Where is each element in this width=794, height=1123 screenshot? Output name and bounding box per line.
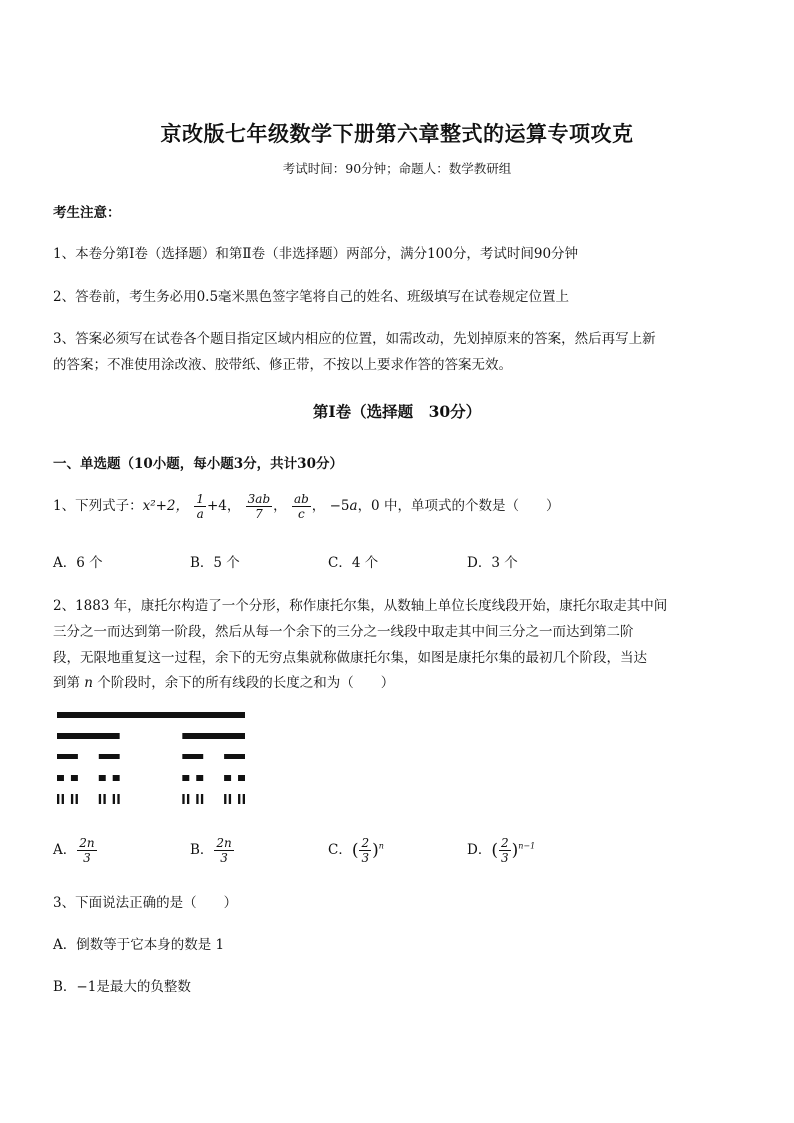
q2-option-a[interactable]: A． $\frac{2n}{3}$	[53, 836, 95, 865]
cantor-segment	[182, 754, 203, 759]
cantor-segment	[57, 754, 78, 759]
q1-fraction-2: $\frac{3ab}{7}$	[247, 492, 271, 521]
question-3-stem: 3、下面说法正确的是（ ）	[53, 895, 238, 911]
cantor-segment	[71, 775, 78, 781]
q2-line-3: 段，无限地重复这一过程，余下的无穷点集就称做康托尔集，如图是康托尔集的最初几个阶段，当达	[53, 650, 647, 666]
cantor-segment	[201, 794, 203, 804]
cantor-segment	[182, 733, 245, 739]
q2-line-4: 到第 n 个阶段时，余下的所有线段的长度之和为（ ）	[53, 675, 395, 691]
cantor-segment	[57, 733, 120, 739]
cantor-segment	[238, 775, 245, 781]
cantor-segment	[62, 794, 64, 804]
cantor-segment	[196, 794, 198, 804]
page-subtitle: 考试时间：90分钟；命题人：数学教研组	[282, 161, 512, 176]
q2-line-2: 三分之一而达到第一阶段，然后从每一个余下的三分之一线段中取走其中间三分之一而达到第二阶	[53, 624, 634, 640]
cantor-segment	[57, 794, 59, 804]
q2-option-d[interactable]: D．( $\frac{2}{3}$ )$^{n-1}$	[467, 836, 536, 865]
notice-item-3: 3、答案必须写在试卷各个题目指定区域内相应的位置，如需改动，先划掉原来的答案，然后再写上新	[53, 331, 656, 347]
cantor-segment	[182, 794, 184, 804]
cantor-segment	[99, 794, 101, 804]
q1-prefix: 1、下列式子：	[53, 498, 143, 514]
cantor-segment	[57, 775, 64, 781]
notice-item-2: 2、答卷前，考生务必用0.5毫米黑色签字笔将自己的姓名、班级填写在试卷规定位置上	[53, 289, 570, 305]
notice-item-3-cont: 的答案；不准使用涂改液、胶带纸、修正带，不按以上要求作答的答案无效。	[53, 357, 512, 373]
cantor-segment	[99, 754, 120, 759]
cantor-segment	[76, 794, 78, 804]
q3-option-a[interactable]: A．倒数等于它本身的数是 1	[53, 937, 225, 953]
section-title: 第Ⅰ卷（选择题 30分）	[312, 402, 482, 421]
notice-heading: 考生注意：	[53, 205, 121, 221]
q1-option-b[interactable]: B．5 个	[190, 555, 240, 571]
part-heading: 一、单选题（10小题，每小题3分，共计30分）	[53, 456, 343, 472]
cantor-segment	[196, 775, 203, 781]
cantor-bars	[57, 712, 245, 804]
cantor-segment	[229, 794, 231, 804]
q1-fraction-1: $\frac{1}{a}$	[196, 492, 204, 521]
q1-expr-1: x²+2，	[142, 498, 190, 514]
q1-option-a[interactable]: A．6 个	[53, 555, 103, 571]
cantor-segment	[103, 794, 105, 804]
page-title: 京改版七年级数学下册第六章整式的运算专项攻克	[160, 121, 634, 146]
q1-fraction-3: $\frac{ab}{c}$	[293, 492, 309, 521]
cantor-segment	[99, 775, 106, 781]
q2-option-b[interactable]: B． $\frac{2n}{3}$	[190, 836, 232, 865]
cantor-segment	[57, 712, 245, 718]
cantor-segment	[224, 775, 231, 781]
cantor-segment	[238, 794, 240, 804]
q2-line-1: 2、1883 年，康托尔构造了一个分形，称作康托尔集，从数轴上单位长度线段开始，康托尔取走其中间	[53, 598, 668, 614]
cantor-segment	[117, 794, 119, 804]
cantor-segment	[224, 794, 226, 804]
cantor-segment	[113, 794, 115, 804]
q1-option-d[interactable]: D．3 个	[467, 555, 518, 571]
cantor-segment	[224, 754, 245, 759]
question-1-stem: 1、下列式子：x²+2， $\frac{1}{a}$ +4， $\frac{3ab}{7}$ ， $\frac{ab}{c}$ ， −5a，0 中，单项式的个数是（ ）	[53, 492, 560, 521]
cantor-segment	[182, 775, 189, 781]
cantor-set-figure	[57, 712, 247, 810]
q3-option-b[interactable]: B．−1是最大的负整数	[53, 979, 191, 995]
q2-option-c[interactable]: C．( $\frac{2}{3}$ )$^n$	[328, 836, 384, 865]
cantor-segment	[187, 794, 189, 804]
cantor-segment	[243, 794, 245, 804]
notice-item-1: 1、本卷分第Ⅰ卷（选择题）和第Ⅱ卷（非选择题）两部分，满分100分，考试时间90分钟	[53, 246, 579, 262]
cantor-segment	[71, 794, 73, 804]
q1-option-c[interactable]: C．4 个	[328, 555, 379, 571]
cantor-segment	[113, 775, 120, 781]
